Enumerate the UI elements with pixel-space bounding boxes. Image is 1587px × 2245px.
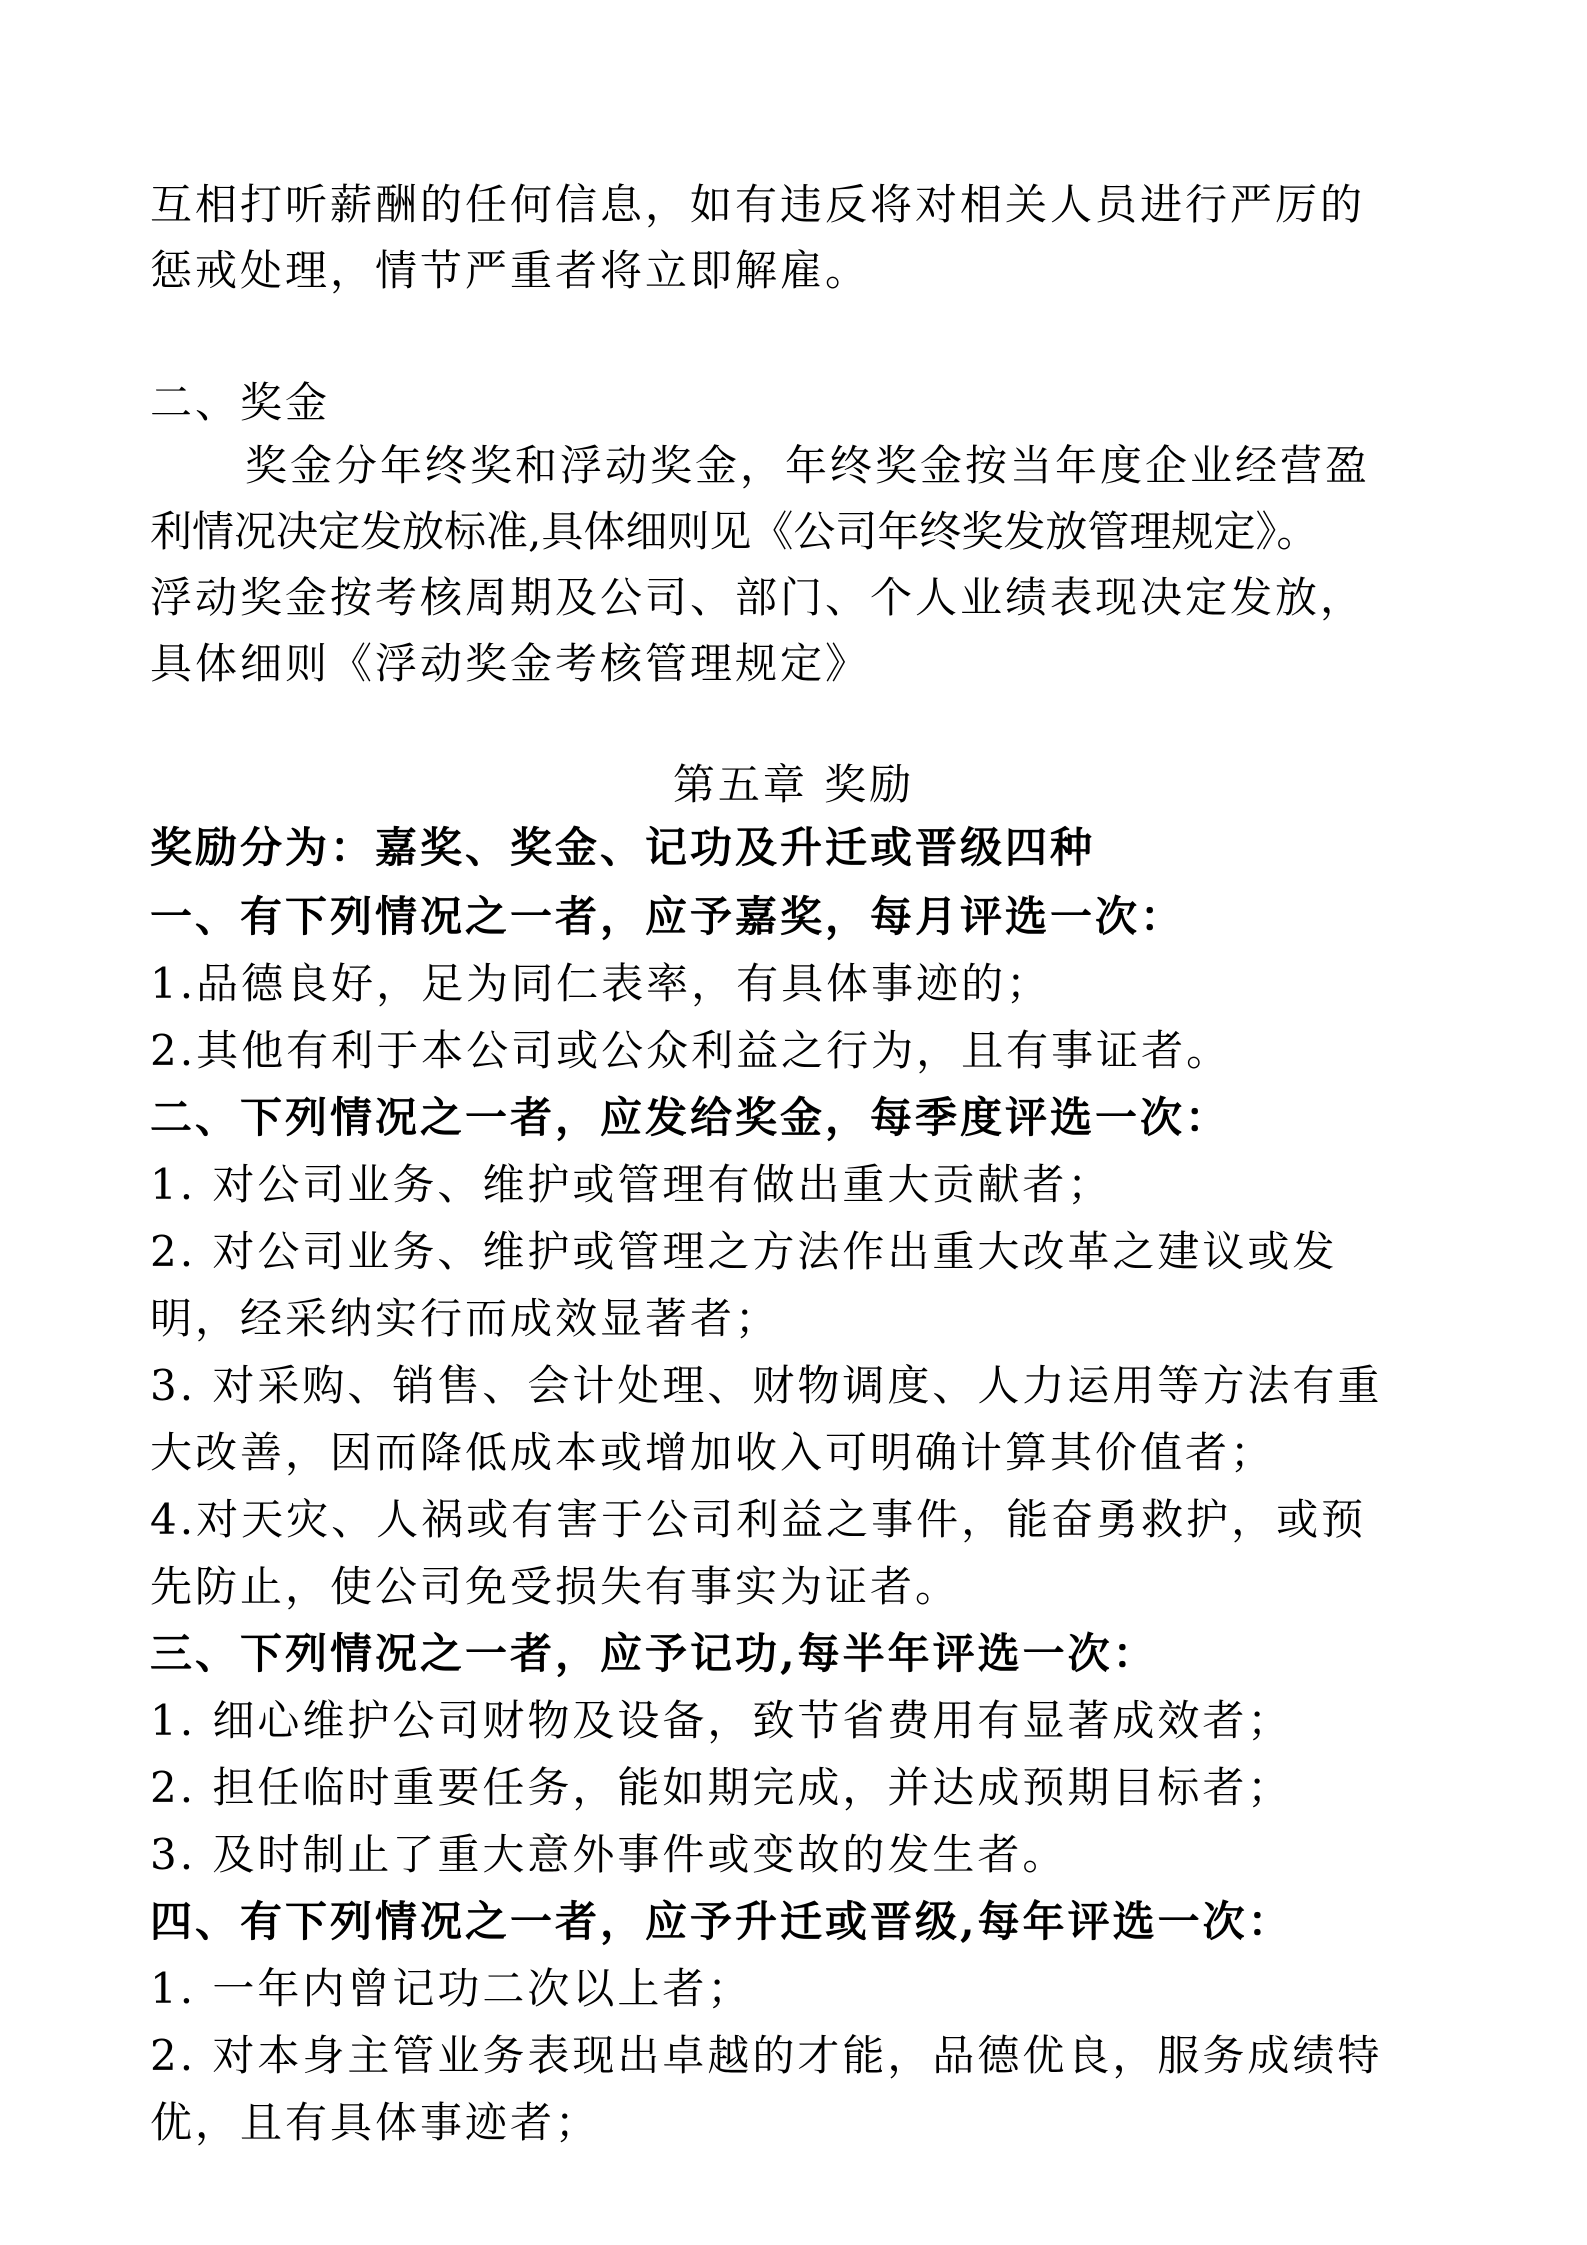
paragraph-line: 浮动奖金按考核周期及公司、部门、个人业绩表现决定发放，	[150, 573, 1366, 622]
list-item: 2. 对本身主管业务表现出卓越的才能，品德优良，服务成绩特	[150, 2031, 1383, 2080]
paragraph-line: 惩戒处理，情节严重者将立即解雇。	[150, 246, 871, 295]
part-heading: 三、下列情况之一者，应予记功,每半年评选一次：	[150, 1629, 1158, 1678]
chapter-intro: 奖励分为：嘉奖、奖金、记功及升迁或晋级四种	[150, 823, 1096, 872]
list-item-continuation: 优，且有具体事迹者；	[150, 2098, 601, 2147]
paragraph-line: 互相打听薪酬的任何信息，如有违反将对相关人员进行严厉的	[150, 180, 1366, 229]
paragraph-line: 利情况决定发放标准,具体细则见《公司年终奖发放管理规定》。	[150, 507, 1319, 556]
list-item: 1. 一年内曾记功二次以上者；	[150, 1964, 753, 2013]
list-item: 1. 细心维护公司财物及设备，致节省费用有显著成效者；	[150, 1696, 1293, 1745]
section-heading-bonus: 二、奖金	[150, 378, 331, 427]
list-item: 1.品德良好，足为同仁表率，有具体事迹的；	[150, 959, 1052, 1008]
list-item: 1. 对公司业务、维护或管理有做出重大贡献者；	[150, 1160, 1113, 1209]
list-item-continuation: 明，经采纳实行而成效显著者；	[150, 1294, 781, 1343]
part-heading: 一、有下列情况之一者，应予嘉奖，每月评选一次：	[150, 892, 1186, 941]
list-item: 2. 担任临时重要任务，能如期完成，并达成预期目标者；	[150, 1763, 1293, 1812]
paragraph-line: 具体细则《浮动奖金考核管理规定》	[150, 639, 871, 688]
list-item: 3. 及时制止了重大意外事件或变故的发生者。	[150, 1830, 1068, 1879]
list-item-continuation: 大改善，因而降低成本或增加收入可明确计算其价值者；	[150, 1428, 1276, 1477]
chapter-title: 第五章 奖励	[672, 760, 915, 809]
paragraph-line: 奖金分年终奖和浮动奖金，年终奖金按当年度企业经营盈	[245, 441, 1371, 490]
part-heading: 二、下列情况之一者，应发给奖金，每季度评选一次：	[150, 1093, 1231, 1142]
list-item-continuation: 先防止，使公司免受损失有事实为证者。	[150, 1562, 961, 1611]
list-item: 2. 对公司业务、维护或管理之方法作出重大改革之建议或发	[150, 1227, 1338, 1276]
list-item: 2.其他有利于本公司或公众利益之行为，且有事证者。	[150, 1026, 1232, 1075]
part-heading: 四、有下列情况之一者，应予升迁或晋级,每年评选一次：	[150, 1897, 1293, 1946]
list-item: 3. 对采购、销售、会计处理、财物调度、人力运用等方法有重	[150, 1361, 1383, 1410]
list-item: 4.对天灾、人祸或有害于公司利益之事件，能奋勇救护，或预	[150, 1495, 1367, 1544]
